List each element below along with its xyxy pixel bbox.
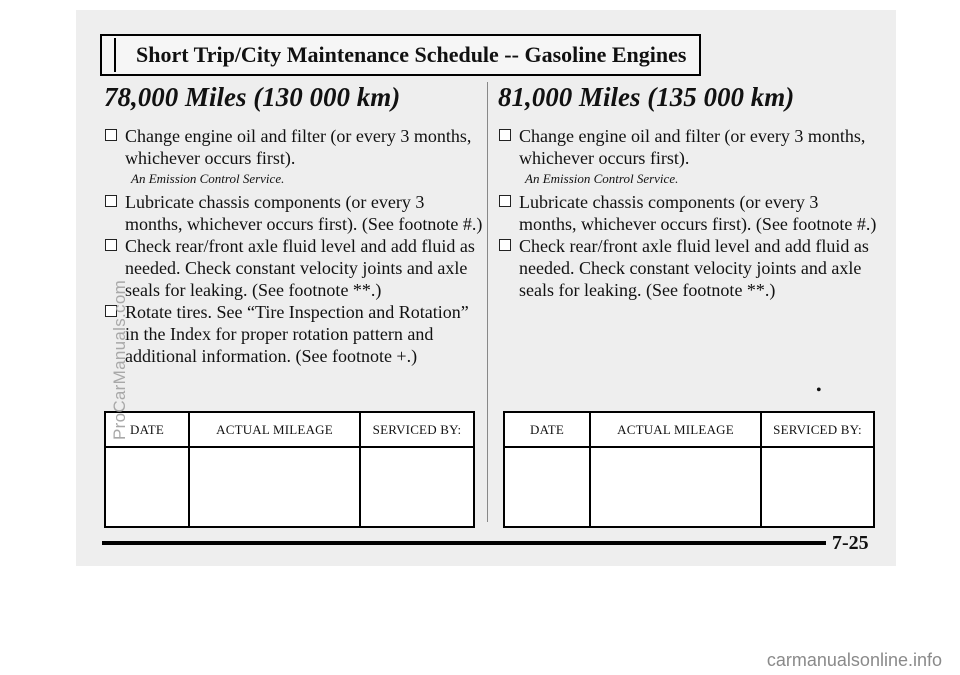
service-record-table-left — [104, 411, 475, 528]
checkbox-icon — [499, 239, 511, 251]
service-record-table-right — [503, 411, 875, 528]
mileage-cell — [189, 447, 360, 527]
side-watermark: ProCarManuals.com — [110, 279, 129, 440]
left-column — [104, 82, 484, 367]
schedule-title: Short Trip/City Maintenance Schedule -- Gasoline Engines — [114, 38, 686, 72]
checklist-item: Check rear/front axle fluid level and add fluid as needed. Check constant velocity joints and axle seals for leaking. (See footnote **.) — [104, 235, 484, 301]
checklist-item: Lubricate chassis components (or every 3 months, whichever occurs first). (See footnote #.) — [498, 191, 878, 235]
right-column — [498, 82, 878, 301]
checklist-item: Check rear/front axle fluid level and add fluid as needed. Check constant velocity joints and axle seals for leaking. (See footnote **.) — [498, 235, 878, 301]
serviced-by-header: SERVICED BY: — [761, 412, 874, 447]
column-divider — [487, 82, 488, 522]
checklist-item: Change engine oil and filter (or every 3 months, whichever occurs first). — [104, 125, 484, 169]
checklist-item: Change engine oil and filter (or every 3 months, whichever occurs first). — [498, 125, 878, 169]
date-cell — [504, 447, 590, 527]
emission-note: An Emission Control Service. — [131, 171, 285, 186]
checklist-item: Lubricate chassis components (or every 3 months, whichever occurs first). (See footnote #.) — [104, 191, 484, 235]
date-header: DATE — [105, 412, 189, 447]
checkbox-icon — [499, 195, 511, 207]
checklist-item: Rotate tires. See “Tire Inspection and Rotation” in the Index for proper rotation pattern and additional information. (See footnote +.) — [104, 301, 484, 367]
mileage-header: ACTUAL MILEAGE — [590, 412, 761, 447]
mileage-heading-78000: 78,000 Miles (130 000 km) — [104, 82, 401, 112]
emission-note: An Emission Control Service. — [525, 171, 679, 186]
mileage-cell — [590, 447, 761, 527]
site-watermark: carmanualsonline.info — [766, 650, 942, 670]
checkbox-icon — [105, 129, 117, 141]
footer-rule — [102, 541, 826, 545]
serviced-by-cell — [761, 447, 874, 527]
mileage-header: ACTUAL MILEAGE — [189, 412, 360, 447]
mileage-heading-81000: 81,000 Miles (135 000 km) — [498, 82, 795, 112]
serviced-by-cell — [360, 447, 474, 527]
checkbox-icon — [499, 129, 511, 141]
checkbox-icon — [105, 239, 117, 251]
serviced-by-header: SERVICED BY: — [360, 412, 474, 447]
checkbox-icon — [105, 195, 117, 207]
stray-mark: • — [816, 382, 822, 399]
date-cell — [105, 447, 189, 527]
page-number: 7-25 — [832, 532, 869, 554]
date-header: DATE — [504, 412, 590, 447]
schedule-header — [100, 34, 701, 76]
